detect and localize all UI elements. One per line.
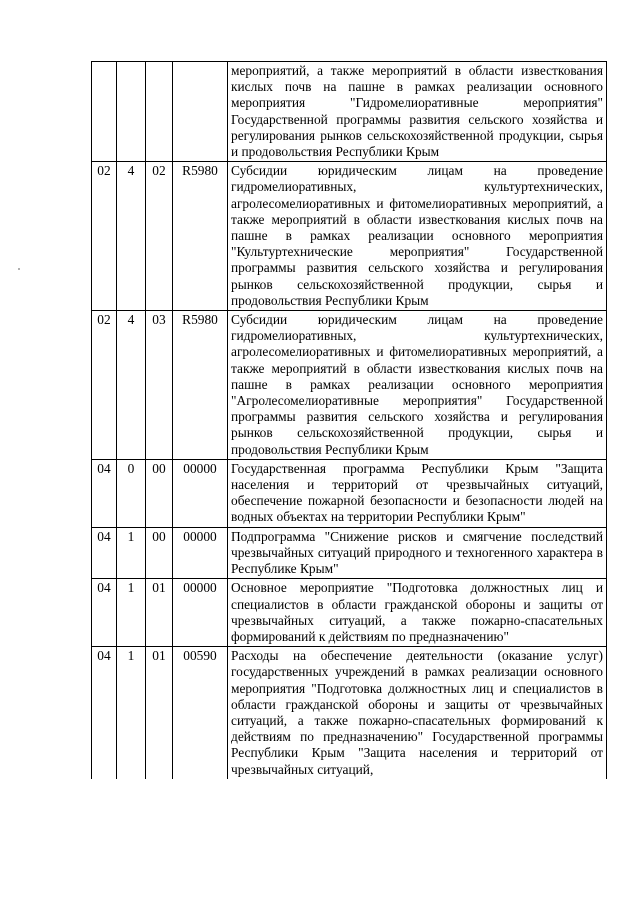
- main-activity-code-cell: 02: [146, 162, 173, 311]
- program-code-cell: 04: [92, 459, 117, 527]
- expense-direction-code-cell: [173, 62, 228, 162]
- subprogram-code-cell: 4: [117, 311, 146, 460]
- main-activity-code-cell: 03: [146, 311, 173, 460]
- subprogram-code-cell: 1: [117, 579, 146, 647]
- table-row: [92, 162, 607, 311]
- table-row: [92, 527, 607, 579]
- expense-direction-code-cell: 00000: [173, 527, 228, 579]
- description-cell: Субсидии юридическим лицам на проведение гидромелиоративных, культуртехнических, агролесомелиоративных и фитомелиоративных мероприятий, а также мероприятий в области известкования кислых почв на пашне в рамках реализации основного мероприятия "Культуртехнические мероприятия" Государственной программы развития сельского хозяйства и регулирования рынков сельскохозяйственной продукции, сырья и продовольствия Республики Крым: [228, 162, 607, 311]
- description-cell: Основное мероприятие "Подготовка должностных лиц и специалистов в области гражданской обороны и защиты от чрезвычайных ситуаций, а также пожарно-спасательных формирований к действиям по предназначению": [228, 579, 607, 647]
- program-code-cell: [92, 62, 117, 162]
- table-row: [92, 647, 607, 779]
- main-activity-code-cell: 01: [146, 579, 173, 647]
- description-cell: Расходы на обеспечение деятельности (оказание услуг) государственных учреждений в рамках реализации основного мероприятия "Подготовка должностных лиц и специалистов в области гражданской обороны и защиты от чрезвычайных ситуаций, а также пожарно-спасательных формирований к действиям по предназначению" Государственной программы Республики Крым "Защита населения и территорий от чрезвычайных ситуаций,: [228, 647, 607, 779]
- table-row: [92, 311, 607, 460]
- expense-direction-code-cell: R5980: [173, 311, 228, 460]
- main-activity-code-cell: 00: [146, 527, 173, 579]
- expense-direction-code-cell: 00000: [173, 459, 228, 527]
- program-code-cell: 02: [92, 311, 117, 460]
- main-activity-code-cell: [146, 62, 173, 162]
- description-cell: Субсидии юридическим лицам на проведение гидромелиоративных, культуртехнических, агролесомелиоративных и фитомелиоративных мероприятий, а также мероприятий в области известкования кислых почв на пашне в рамках реализации основного мероприятия "Агролесомелиоративные мероприятия" Государственной программы развития сельского хозяйства и регулирования рынков сельскохозяйственной продукции, сырья и продовольствия Республики Крым: [228, 311, 607, 460]
- table-row: [92, 579, 607, 647]
- subprogram-code-cell: 4: [117, 162, 146, 311]
- main-activity-code-cell: 00: [146, 459, 173, 527]
- subprogram-code-cell: 0: [117, 459, 146, 527]
- table-row: [92, 62, 607, 162]
- expense-direction-code-cell: R5980: [173, 162, 228, 311]
- description-cell: Подпрограмма "Снижение рисков и смягчение последствий чрезвычайных ситуаций природного и техногенного характера в Республике Крым": [228, 527, 607, 579]
- program-code-cell: 04: [92, 527, 117, 579]
- program-code-cell: 04: [92, 647, 117, 779]
- description-cell: Государственная программа Республики Крым "Защита населения и территорий от чрезвычайных ситуаций, обеспечение пожарной безопасности и безопасности людей на водных объектах на территории Республики Крым": [228, 459, 607, 527]
- subprogram-code-cell: [117, 62, 146, 162]
- program-code-cell: 04: [92, 579, 117, 647]
- description-cell: мероприятий, а также мероприятий в области известкования кислых почв на пашне в рамках реализации основного мероприятия "Гидромелиоративные мероприятия" Государственной программы развития сельского хозяйства и регулирования рынков сельскохозяйственной продукции, сырья и продовольствия Республики Крым: [228, 62, 607, 162]
- main-activity-code-cell: 01: [146, 647, 173, 779]
- program-code-cell: 02: [92, 162, 117, 311]
- subprogram-code-cell: 1: [117, 647, 146, 779]
- budget-classification-table: [91, 61, 607, 779]
- table-row: [92, 459, 607, 527]
- scan-speck: [18, 268, 20, 270]
- expense-direction-code-cell: 00590: [173, 647, 228, 779]
- subprogram-code-cell: 1: [117, 527, 146, 579]
- expense-direction-code-cell: 00000: [173, 579, 228, 647]
